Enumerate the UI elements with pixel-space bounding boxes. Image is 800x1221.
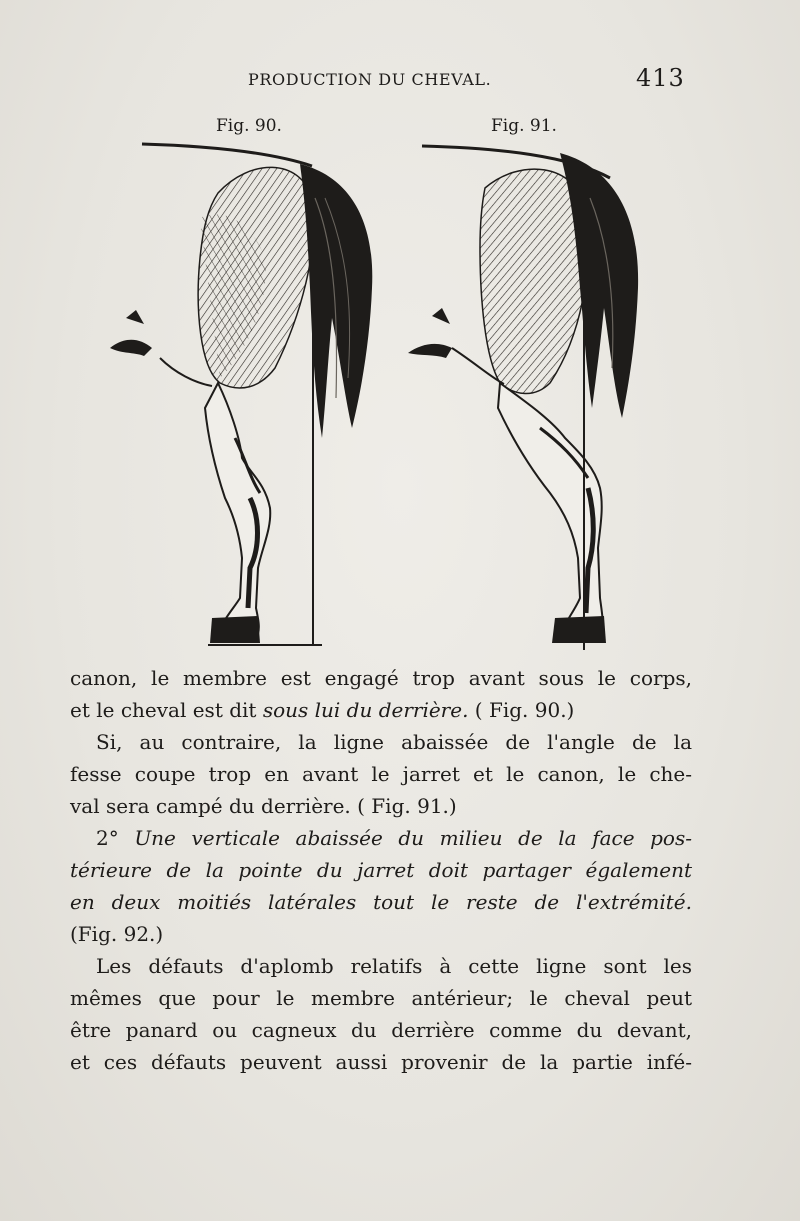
figure-91-caption: Fig. 91. [491,116,557,136]
italic-text-span: en deux moitiés latérales tout le reste de l'extrémité. [70,890,692,914]
body-text [70,662,692,1078]
text-span: ( Fig. 90.) [468,698,575,722]
italic-text-span: térieure de la pointe du jarret doit partager également [70,858,692,882]
figure-90-horse-hindquarter-illustration [100,138,390,653]
text-line [70,822,692,854]
numbered-rule-marker: 2° [96,826,119,850]
italic-text-span: sous lui du derrière. [262,698,469,722]
text-line: être panard ou cagneux du derrière comme du devant, [70,1018,692,1042]
figure-90-caption: Fig. 90. [216,116,282,136]
text-line: mêmes que pour le membre antérieur; le cheval peut [70,986,692,1010]
text-line: canon, le membre est engagé trop avant sous le corps, [70,666,692,690]
text-line [70,694,692,726]
running-head: PRODUCTION DU CHEVAL. [248,70,492,89]
text-line: (Fig. 92.) [70,922,164,946]
figure-91-horse-hindquarter-illustration [400,138,660,653]
text-line [70,886,692,918]
italic-text-span: Une verticale abaissée du milieu de la face pos- [118,826,692,850]
page-number: 413 [636,64,685,92]
text-line: Les défauts d'aplomb relatifs à cette ligne sont les [96,954,692,978]
text-line: fesse coupe trop en avant le jarret et le canon, le che- [70,762,692,786]
text-line: val sera campé du derrière. ( Fig. 91.) [70,794,457,818]
text-line: Si, au contraire, la ligne abaissée de l'angle de la [96,730,692,754]
text-line: et ces défauts peuvent aussi provenir de la partie infé- [70,1050,692,1074]
text-line [70,854,692,886]
text-span: et le cheval est dit [70,698,263,722]
